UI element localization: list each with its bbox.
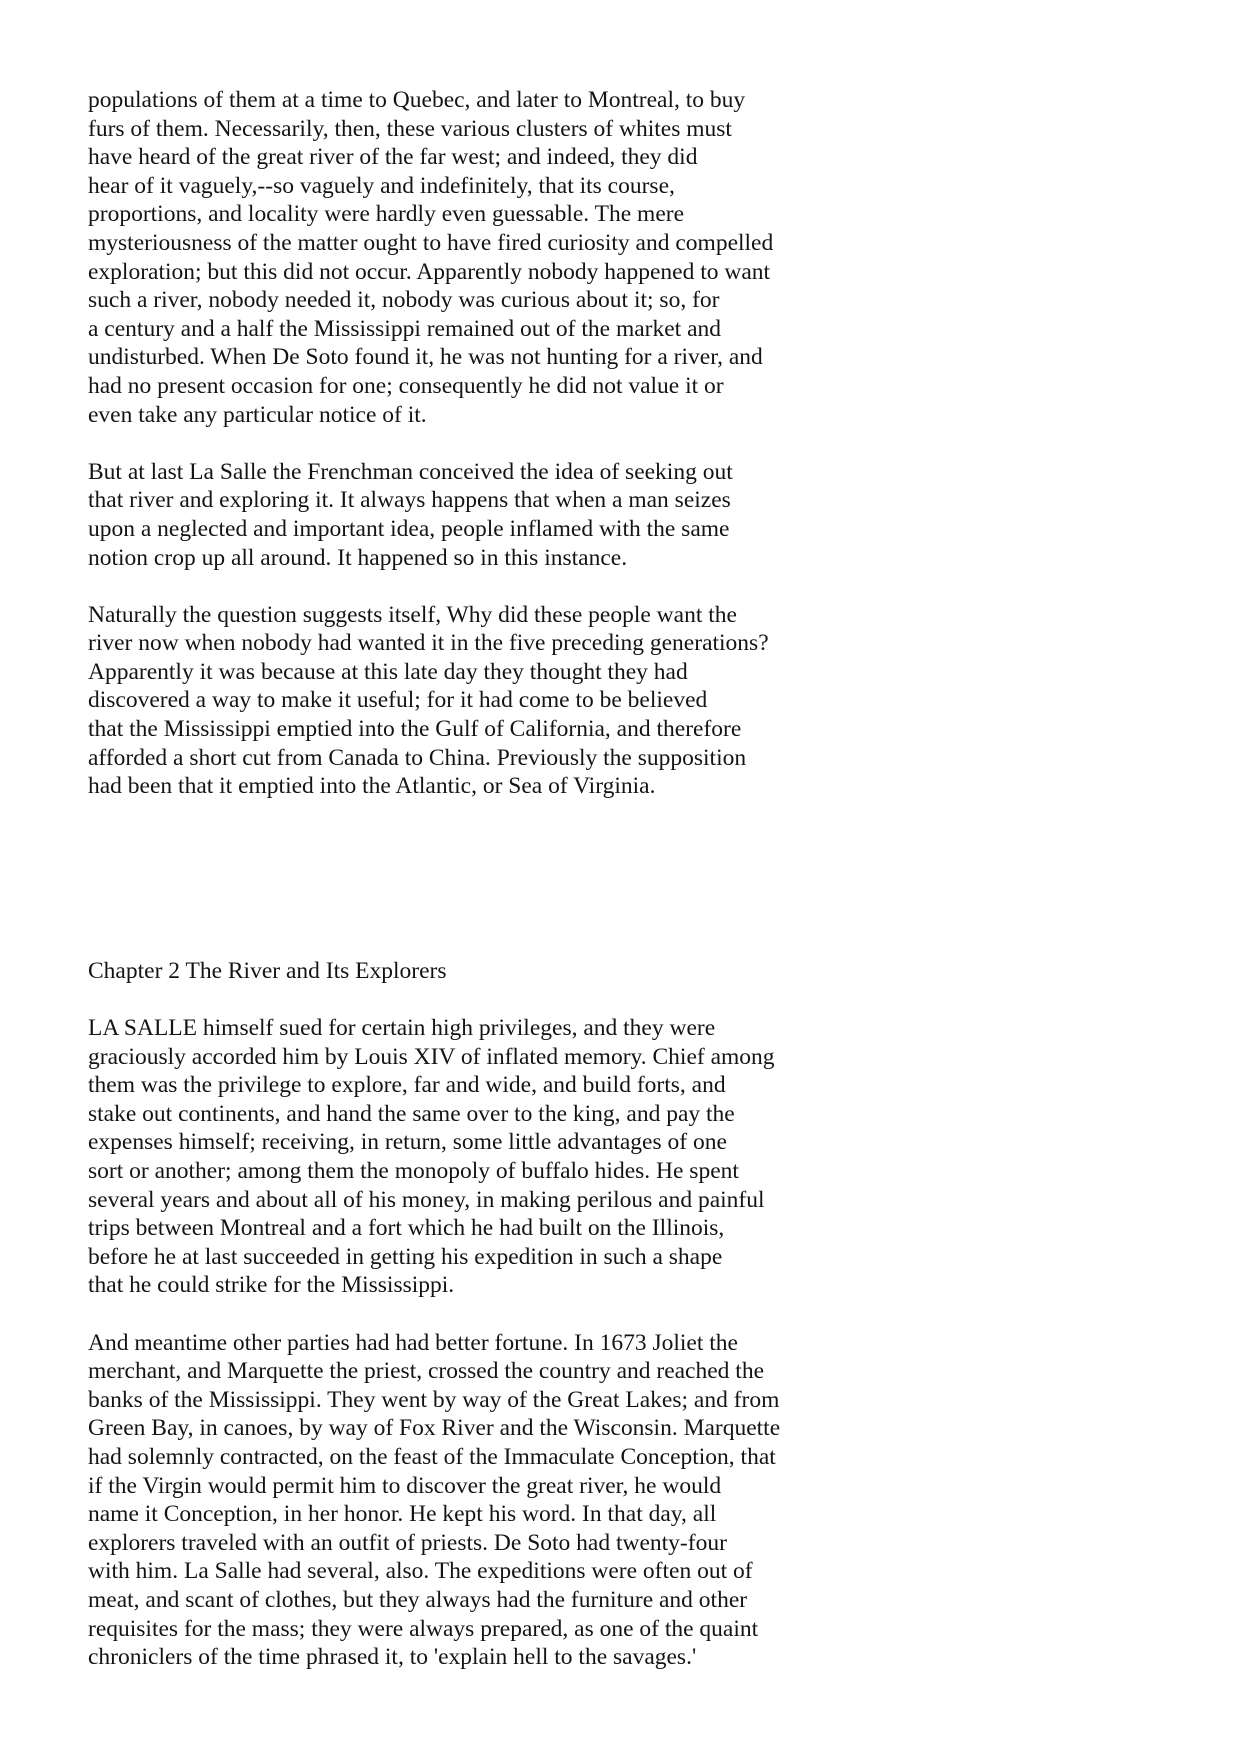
paragraph bbox=[88, 86, 1188, 429]
paragraph bbox=[88, 1014, 1188, 1300]
text-line: several years and about all of his money, in making perilous and painful bbox=[88, 1186, 765, 1213]
text-line: Naturally the question suggests itself, Why did these people want the bbox=[88, 601, 737, 628]
text-line: proportions, and locality were hardly even guessable. The mere bbox=[88, 201, 685, 228]
text-line: upon a neglected and important idea, people inflamed with the same bbox=[88, 515, 730, 542]
text-line: expenses himself; receiving, in return, some little advantages of one bbox=[88, 1129, 727, 1156]
text-line: chroniclers of the time phrased it, to 'explain hell to the savages.' bbox=[88, 1644, 697, 1671]
text-section-before-chapter bbox=[88, 86, 1188, 801]
text-line: LA SALLE himself sued for certain high privileges, and they were bbox=[88, 1015, 716, 1042]
section-spacer bbox=[88, 801, 1188, 957]
text-line: requisites for the mass; they were always prepared, as one of the quaint bbox=[88, 1615, 759, 1642]
text-line: had solemnly contracted, on the feast of the Immaculate Conception, that bbox=[88, 1443, 776, 1470]
text-line: with him. La Salle had several, also. The expeditions were often out of bbox=[88, 1558, 753, 1585]
text-line: explorers traveled with an outfit of priests. De Soto had twenty-four bbox=[88, 1529, 727, 1556]
text-line: river now when nobody had wanted it in the five preceding generations? bbox=[88, 630, 769, 657]
text-line: exploration; but this did not occur. Apparently nobody happened to want bbox=[88, 258, 771, 285]
text-line: Green Bay, in canoes, by way of Fox River and the Wisconsin. Marquette bbox=[88, 1415, 781, 1442]
paragraph-spacer bbox=[88, 429, 1188, 458]
text-line: merchant, and Marquette the priest, crossed the country and reached the bbox=[88, 1358, 765, 1385]
paragraph bbox=[88, 601, 1188, 801]
text-line: name it Conception, in her honor. He kept his word. In that day, all bbox=[88, 1501, 717, 1528]
text-line: had been that it emptied into the Atlantic, or Sea of Virginia. bbox=[88, 773, 656, 800]
text-line: had no present occasion for one; consequently he did not value it or bbox=[88, 372, 724, 399]
document-page bbox=[88, 86, 1188, 1672]
text-line: hear of it vaguely,--so vaguely and indefinitely, that its course, bbox=[88, 172, 675, 199]
text-line: notion crop up all around. It happened so in this instance. bbox=[88, 544, 628, 571]
paragraph-spacer bbox=[88, 572, 1188, 601]
text-line: But at last La Salle the Frenchman conceived the idea of seeking out bbox=[88, 458, 733, 485]
text-line: them was the privilege to explore, far and wide, and build forts, and bbox=[88, 1072, 726, 1099]
chapter-title: Chapter 2 The River and Its Explorers bbox=[88, 957, 447, 984]
text-line: And meantime other parties had had better fortune. In 1673 Joliet the bbox=[88, 1329, 738, 1356]
text-line: mysteriousness of the matter ought to have fired curiosity and compelled bbox=[88, 229, 774, 256]
text-section-after-chapter bbox=[88, 1014, 1188, 1672]
title-spacer bbox=[88, 985, 1188, 1014]
paragraph bbox=[88, 1329, 1188, 1672]
text-line: Apparently it was because at this late day they thought they had bbox=[88, 658, 688, 685]
text-line: that he could strike for the Mississippi. bbox=[88, 1272, 455, 1299]
text-line: meat, and scant of clothes, but they always had the furniture and other bbox=[88, 1586, 748, 1613]
text-line: before he at last succeeded in getting his expedition in such a shape bbox=[88, 1243, 723, 1270]
text-line: that the Mississippi emptied into the Gulf of California, and therefore bbox=[88, 716, 742, 743]
text-line: sort or another; among them the monopoly of buffalo hides. He spent bbox=[88, 1158, 739, 1184]
text-line: stake out continents, and hand the same over to the king, and pay the bbox=[88, 1100, 735, 1127]
text-line: undisturbed. When De Soto found it, he was not hunting for a river, and bbox=[88, 344, 763, 371]
text-line: that river and exploring it. It always happens that when a man seizes bbox=[88, 487, 731, 514]
text-line: graciously accorded him by Louis XIV of inflated memory. Chief among bbox=[88, 1043, 775, 1070]
text-line: banks of the Mississippi. They went by way of the Great Lakes; and from bbox=[88, 1386, 780, 1413]
text-line: populations of them at a time to Quebec, and later to Montreal, to buy bbox=[88, 87, 746, 113]
text-line: discovered a way to make it useful; for it had come to be believed bbox=[88, 687, 708, 714]
text-line: if the Virgin would permit him to discover the great river, he would bbox=[88, 1472, 722, 1499]
text-line: afforded a short cut from Canada to China. Previously the supposition bbox=[88, 744, 747, 771]
text-line: a century and a half the Mississippi remained out of the market and bbox=[88, 315, 722, 342]
text-line: trips between Montreal and a fort which he had built on the Illinois, bbox=[88, 1215, 725, 1242]
paragraph bbox=[88, 458, 1188, 572]
text-line: furs of them. Necessarily, then, these various clusters of whites must bbox=[88, 115, 732, 142]
text-line: such a river, nobody needed it, nobody was curious about it; so, for bbox=[88, 287, 720, 314]
text-line: even take any particular notice of it. bbox=[88, 401, 427, 428]
paragraph-spacer bbox=[88, 1300, 1188, 1329]
text-line: have heard of the great river of the far west; and indeed, they did bbox=[88, 144, 698, 171]
